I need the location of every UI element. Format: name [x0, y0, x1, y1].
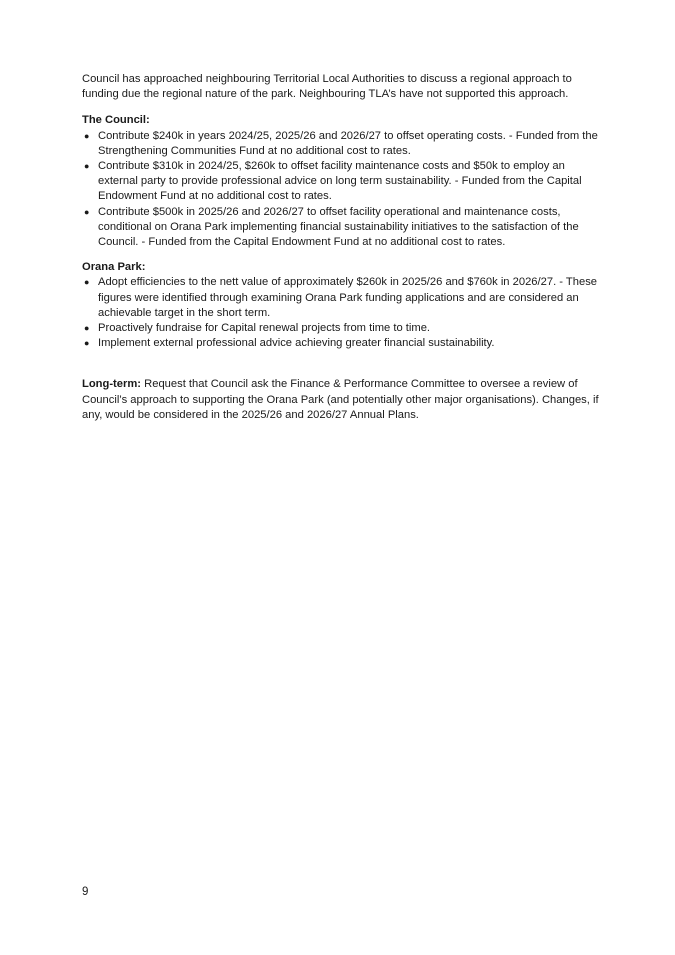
list-item: [82, 129, 602, 159]
list-item: [82, 321, 602, 336]
bullet-icon: ●: [84, 323, 90, 334]
bullet-icon: ●: [84, 130, 90, 141]
long-term-label: Long-term:: [82, 378, 142, 391]
list-item-text: Contribute $240k in years 2024/25, 2025/26 and 2026/27 to offset operating costs. - Funded from the Strengthening Communities Fund at no additional cost to rates.: [98, 129, 598, 157]
list-item-text: Proactively fundraise for Capital renewal projects from time to time.: [98, 322, 431, 335]
council-heading: The Council:: [82, 114, 150, 127]
orana-heading: Orana Park:: [82, 261, 146, 274]
intro-paragraph: Council has approached neighbouring Territorial Local Authorities to discuss a regional approach to funding due the regional nature of the park. Neighbouring TLA’s have not supported this approach.: [82, 73, 572, 101]
list-item-text: Implement external professional advice achieving greater financial sustainability.: [98, 337, 495, 350]
bullet-icon: ●: [84, 161, 90, 172]
long-term-text: Request that Council ask the Finance & Performance Committee to oversee a review of Council’s approach to supporting the Orana Park (and potentially other major organisations). Changes, if any, would be considered in the 2025/26 and 2026/27 Annual Plans.: [82, 378, 599, 421]
list-item: [82, 336, 602, 351]
list-item: [82, 159, 602, 205]
page-number: 9: [82, 886, 89, 898]
page-content: [82, 72, 602, 423]
bullet-icon: ●: [84, 338, 90, 349]
list-item-text: Adopt efficiencies to the nett value of approximately $260k in 2025/26 and $760k in 2026/27. - These figures were identified through examining Orana Park funding applications and are considered an achievable target in the short term.: [98, 276, 598, 319]
bullet-icon: ●: [84, 277, 90, 288]
council-list: [82, 129, 602, 251]
list-item: [82, 205, 602, 251]
list-item-text: Contribute $310k in 2024/25, $260k to offset facility maintenance costs and $50k to employ an external party to provide professional advice on long term sustainability. - Funded from the Capital Endowment Fund at no additional cost to rates.: [98, 160, 582, 203]
long-term-paragraph: [82, 377, 602, 423]
list-item: [82, 275, 602, 321]
list-item-text: Contribute $500k in 2025/26 and 2026/27 to offset facility operational and maintenance costs, conditional on Orana Park implementing financial sustainability initiatives to the satisfaction of the Council. - Funded from the Capital Endowment Fund at no additional cost to rates.: [98, 205, 579, 249]
bullet-icon: ●: [84, 206, 90, 217]
orana-list: [82, 275, 602, 351]
